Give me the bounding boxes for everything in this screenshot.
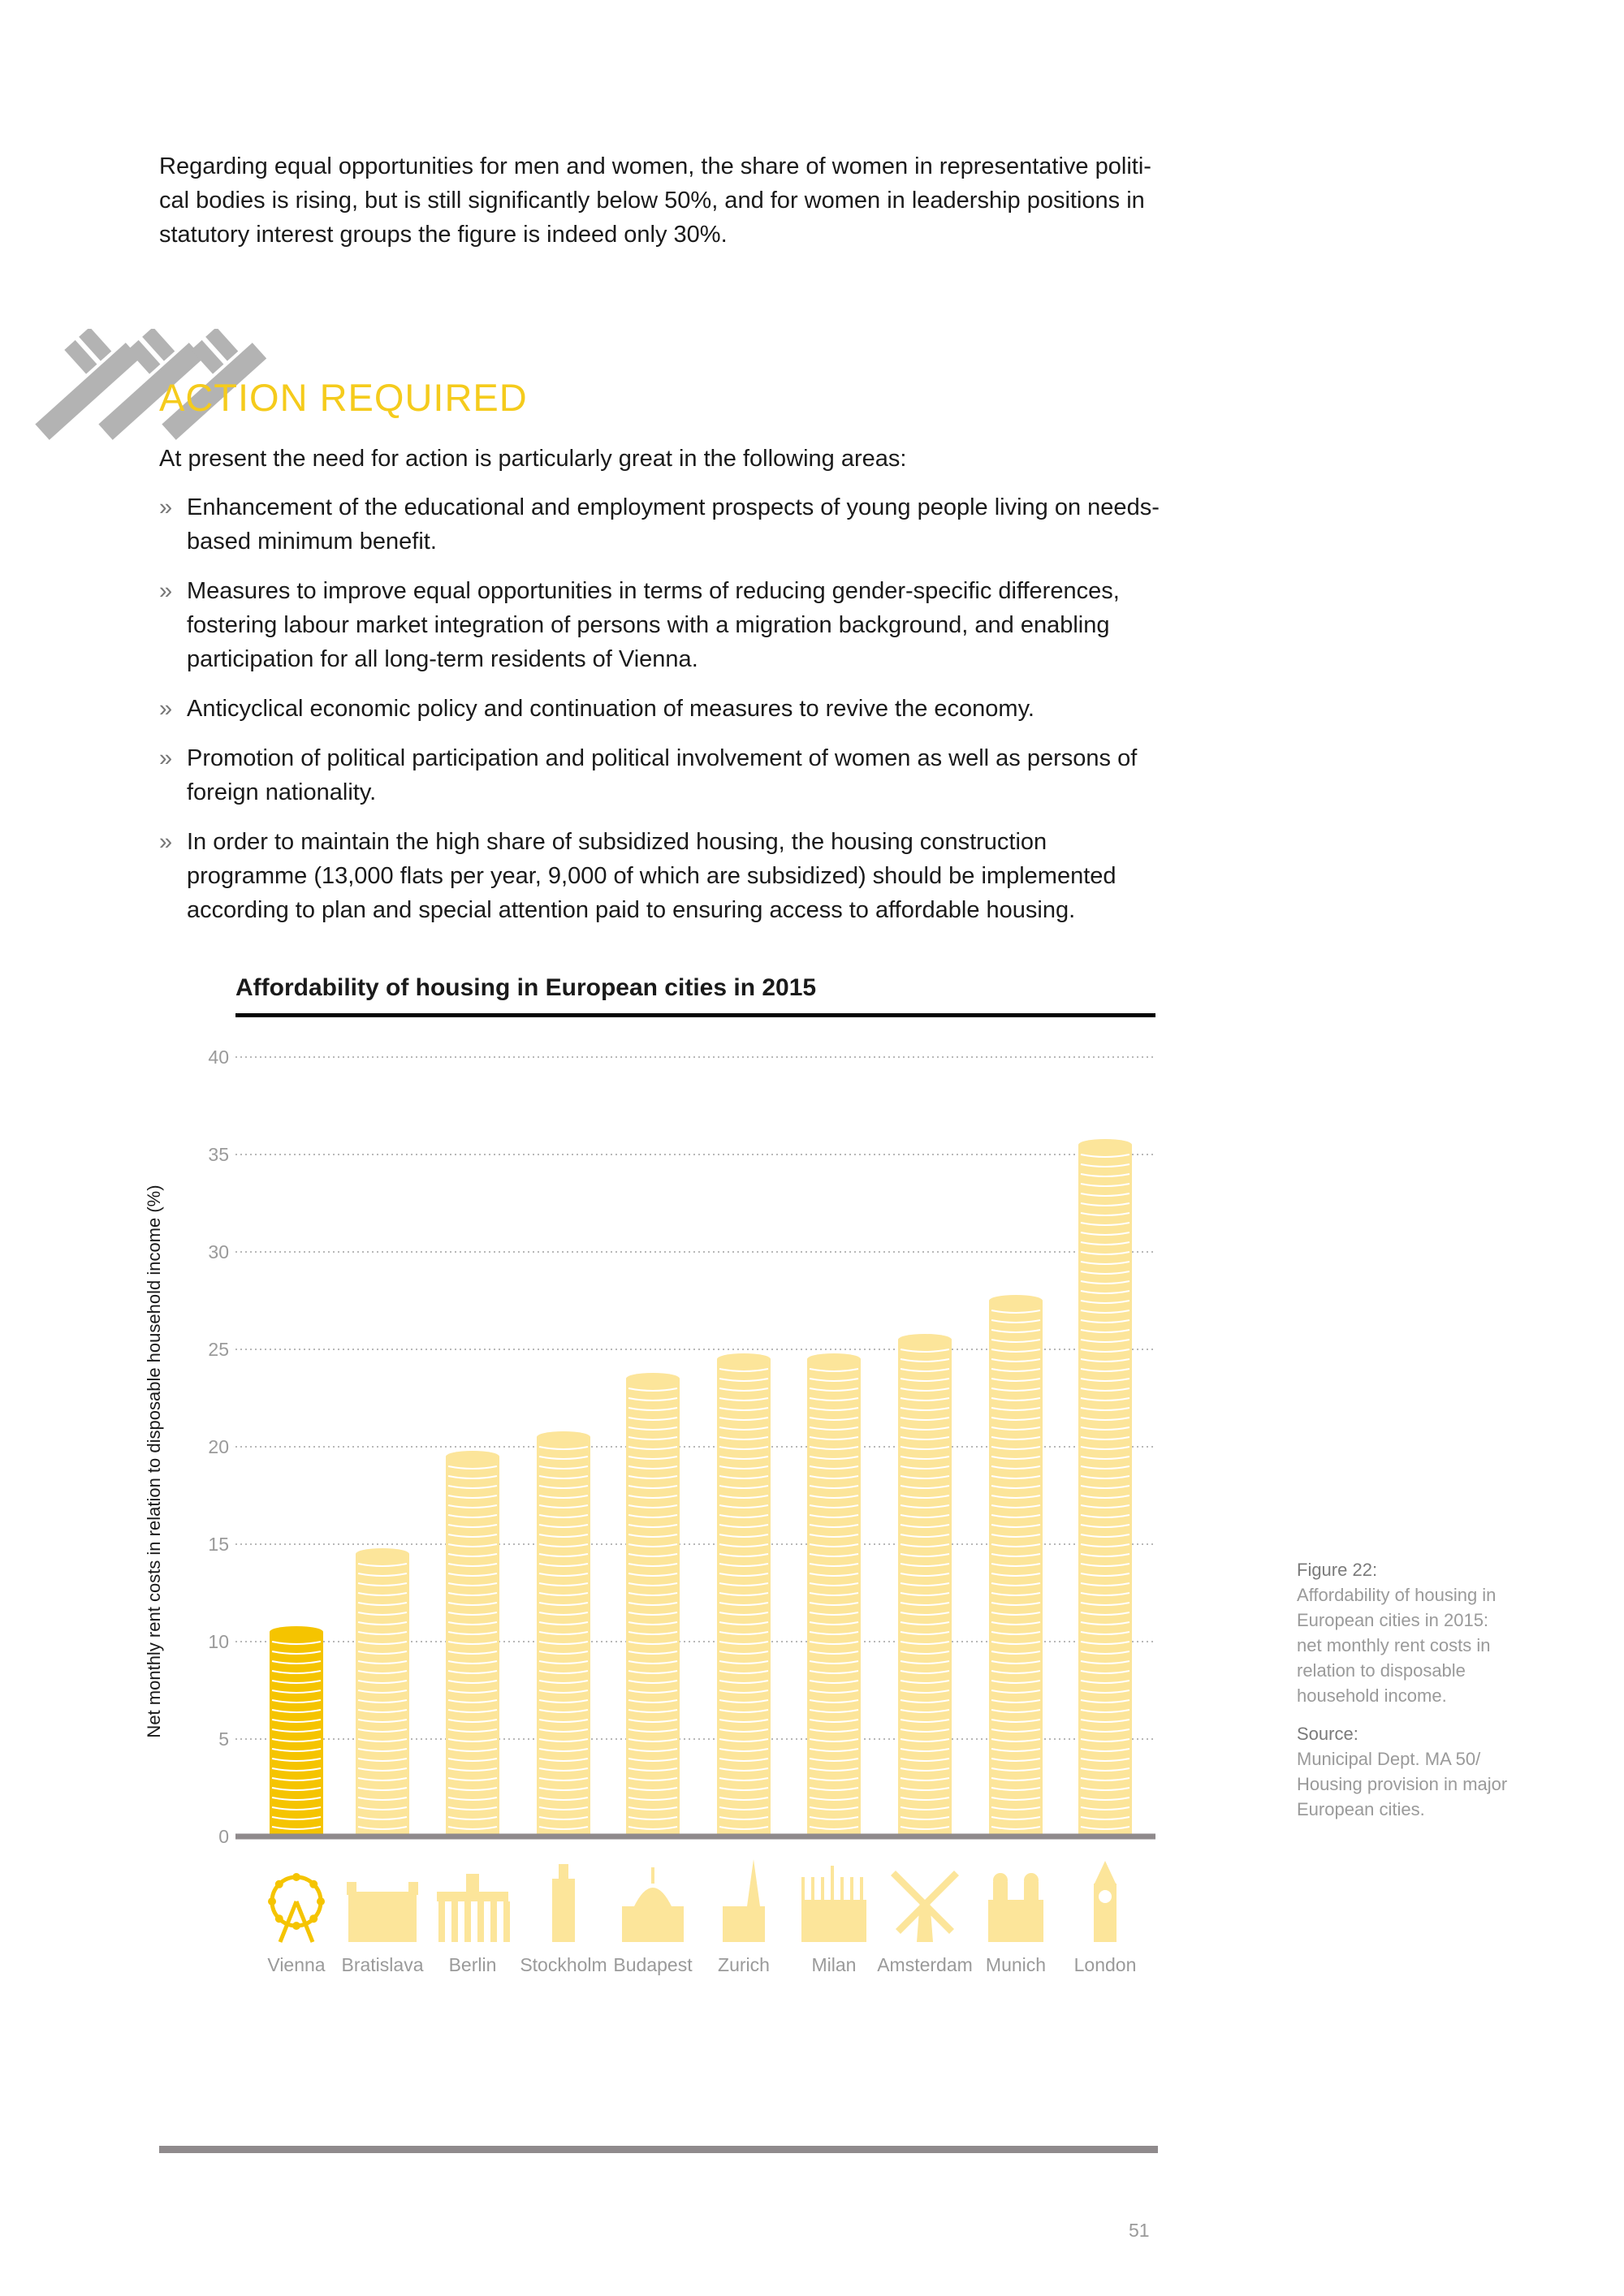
bar-body xyxy=(898,1340,952,1836)
x-tick-label: Budapest xyxy=(613,1954,693,1975)
figure-description: Affordability of housing in European cities in 2015: net monthly rent costs in relation to disposable household income. xyxy=(1297,1585,1497,1706)
y-tick-label: 5 xyxy=(218,1728,229,1750)
y-tick-label: 10 xyxy=(208,1631,229,1652)
x-tick-label: Stockholm xyxy=(520,1954,607,1975)
landmark-icon xyxy=(891,1871,959,1942)
y-tick-label: 0 xyxy=(218,1826,229,1847)
bar-cap xyxy=(626,1373,680,1384)
bar-zurich xyxy=(717,1353,771,1836)
bar-cap xyxy=(898,1334,952,1345)
bar-cap xyxy=(989,1295,1043,1306)
bar-cap xyxy=(446,1451,499,1462)
landmark-icon xyxy=(622,1867,684,1942)
figure-label: Figure 22: xyxy=(1297,1560,1378,1580)
landmark-icon xyxy=(268,1873,325,1942)
section-lead: At present the need for action is particularly great in the following areas: xyxy=(159,446,907,472)
chart-title: Affordability of housing in European cities in 2015 xyxy=(235,974,817,1001)
bar-amsterdam xyxy=(898,1334,952,1836)
list-item-text: Anticyclical economic policy and continuation of measures to revive the economy. xyxy=(187,696,1034,722)
landmark-icon xyxy=(988,1873,1043,1942)
bullet-marker: » xyxy=(159,696,173,722)
y-tick-label: 25 xyxy=(208,1339,229,1360)
source-text: Municipal Dept. MA 50/ Housing provision in major European cities. xyxy=(1297,1749,1508,1819)
bar-munich xyxy=(989,1295,1043,1836)
bar-milan xyxy=(807,1353,861,1836)
bar-cap xyxy=(356,1548,409,1560)
bar-cap xyxy=(717,1353,771,1365)
landmark-icon xyxy=(801,1866,866,1942)
y-tick-label: 15 xyxy=(208,1534,229,1555)
bar-london xyxy=(1078,1139,1132,1836)
x-tick-label: Berlin xyxy=(448,1954,497,1975)
bar-body xyxy=(717,1359,771,1836)
bar-cap xyxy=(1078,1139,1132,1150)
bar-stockholm xyxy=(537,1431,590,1836)
list-item-text: Promotion of political participation and political involvement of women as well as persons of foreign nationality. xyxy=(187,745,1138,805)
bar-budapest xyxy=(626,1373,680,1836)
x-tick-label: Bratislava xyxy=(341,1954,424,1975)
y-tick-label: 30 xyxy=(208,1241,229,1262)
bar-body xyxy=(356,1554,409,1836)
bar-cap xyxy=(807,1353,861,1365)
landmark-icon xyxy=(437,1874,510,1942)
y-tick-label: 40 xyxy=(208,1047,229,1068)
bar-berlin xyxy=(446,1451,499,1836)
figure-caption xyxy=(1297,1557,1508,1835)
x-tick-label: Milan xyxy=(811,1954,857,1975)
landmark-icon xyxy=(552,1864,575,1942)
list-item-text: In order to maintain the high share of subsidized housing, the housing construction programme (13,000 flats per year, 9,000 of which are subsidized) should be implemented according to plan and special attention paid to ensuring access to affordable housing. xyxy=(187,829,1116,923)
x-tick-label: Zurich xyxy=(718,1954,770,1975)
bar-body xyxy=(1078,1145,1132,1836)
landmark-icon xyxy=(347,1882,418,1942)
bar-cap xyxy=(537,1431,590,1443)
x-tick-label: Vienna xyxy=(267,1954,326,1975)
landmark-icon xyxy=(1094,1861,1116,1942)
intro-paragraph: Regarding equal opportunities for men and women, the share of women in representative politi-cal bodies is rising, but is still significantly below 50%, and for women in leadership positions in statutory interest groups the figure is indeed only 30%. xyxy=(159,153,1151,248)
bar-bratislava xyxy=(356,1548,409,1836)
section-title: ACTION REQUIRED xyxy=(159,376,528,419)
x-tick-label: Munich xyxy=(985,1954,1047,1975)
bullet-marker: » xyxy=(159,494,173,520)
list-item-text: Enhancement of the educational and employment prospects of young people living on needs-based minimum benefit. xyxy=(187,494,1160,555)
bullet-marker: » xyxy=(159,745,173,771)
y-axis-label: Net monthly rent costs in relation to disposable household income (%) xyxy=(144,1185,164,1738)
page-number: 51 xyxy=(1129,2220,1150,2241)
bullet-marker: » xyxy=(159,829,173,855)
footer-rule xyxy=(159,2146,1158,2153)
x-tick-label: London xyxy=(1073,1954,1137,1975)
landmark-icon xyxy=(723,1859,765,1942)
x-tick-label: Amsterdam xyxy=(877,1954,973,1975)
bar-vienna xyxy=(270,1626,323,1836)
bar-cap xyxy=(270,1626,323,1638)
y-tick-label: 35 xyxy=(208,1144,229,1165)
source-label: Source: xyxy=(1297,1724,1358,1744)
y-tick-label: 20 xyxy=(208,1436,229,1457)
list-item-text: Measures to improve equal opportunities in terms of reducing gender-specific differences, fostering labour market integration of persons with a migration background, and enabling participation for all long-term residents of Vienna. xyxy=(187,578,1120,672)
bar-body xyxy=(807,1359,861,1836)
bullet-marker: » xyxy=(159,578,173,604)
